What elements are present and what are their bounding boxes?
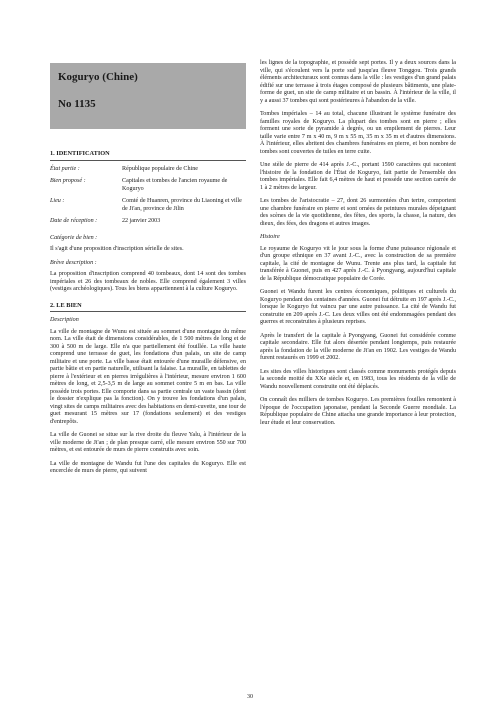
- description-label: Description: [50, 317, 79, 323]
- id-row: [50, 198, 246, 218]
- id-value: Comté de Huanren, province du Liaoning et ville de Ji'an, province de Jilin: [122, 198, 242, 212]
- id-row: [50, 166, 246, 179]
- id-value: République populaire de Chine: [122, 165, 198, 172]
- paragraph: La ville de montagne de Wandu fut l'une des capitales du Koguryo. Elle est encerclée de murs de pierre, qui suivent: [50, 460, 246, 474]
- category-text: Il s'agit d'une proposition d'inscription sérielle de sites.: [50, 246, 184, 252]
- property-title: Koguryo (Chine): [58, 71, 138, 83]
- category-label: Catégorie de bien :: [50, 234, 98, 241]
- paragraph: Les tombes de l'aristocratie – 27, dont 26 surmontées d'un tertre, comportent une chambre funéraire en pierre et sont ornées de peintures murales dépeignant des scènes de la vie quotidienne, des fêtes, des sports, la chasse, la nature, des dieux, des fées, des dragons et autres images.: [260, 198, 456, 227]
- paragraph: La ville de Guonei se situe sur la rive droite du fleuve Yalu, à l'intérieur de la ville moderne de Ji'an ; de plan presque carré, elle mesure environ 550 sur 700 mètres, et est entourée de murs de pierre construits avec soin.: [50, 432, 246, 453]
- id-row: [50, 218, 246, 231]
- paragraph: Après le transfert de la capitale à Pyongyang, Guonei fut considérée comme capitale secondaire. Elle fut alors désertée pendant longtemps, puis restaurée après la fondation de la ville moderne de Ji'an en 1902. Les vestiges de Wandu furent restaurés en 1999 et 2002.: [260, 332, 456, 361]
- left-column: [50, 150, 246, 482]
- id-label: État partie :: [50, 165, 80, 172]
- id-label: Lieu :: [50, 198, 65, 204]
- id-value: 22 janvier 2003: [122, 218, 161, 224]
- id-label: Bien proposé :: [50, 178, 86, 184]
- paragraph: les lignes de la topographie, et possède sept portes. Il y a deux sources dans la ville, qui s'écoulent vers la porte sud jusqu'au fleuve Tonggou. Trois grands éléments architecturaux sont connus dans la ville : les vestiges d'un grand palais édifié sur une terrasse à trois étages composé de plusieurs bâtiments, une plate-forme de guet, un site de camp militaire et un bassin. À l'intérieur de la ville, il y a aussi 37 tombes qui sont postérieures à l'abandon de la ville.: [260, 60, 456, 104]
- paragraph: Une stèle de pierre de 414 après J.-C., portant 1590 caractères qui racontent l'histoire de la fondation de l'État de Koguryo, fait partie de l'ensemble des tombes impériales. Elle fait 6,4 mètres de haut et possède une section carrée de 1 à 2 mètres de largeur.: [260, 162, 456, 191]
- paragraph: Le royaume de Koguryo vit le jour sous la forme d'une puissance régionale et d'un groupe ethnique en 37 avant J.-C., avec la construction de sa première capitale, la cité de montagne de Wunu. Trente ans plus tard, la capitale fut transférée à Guonei, puis en 427 après J.-C. à Pyongyang, aujourd'hui capitale de la République démocratique populaire de Corée.: [260, 245, 456, 282]
- paragraph: Tombes impériales – 14 au total, chacune illustrant le système funéraire des familles royales de Koguryo. La plupart des tombes sont en pierre ; elles forment une sorte de pyramide à degrés, ou un empilement de pierres. Leur taille varie entre 7 m x 40 m, 9 m x 55 m, 35 m x 35 m et d'autres dimensions. À l'intérieur, elles abritent des chambres funéraires en pierre, et bon nombre de tombes sont couvertes de tuiles en terre cuite.: [260, 111, 456, 155]
- id-row: [50, 178, 246, 198]
- title-box: [50, 63, 246, 129]
- brief-description-label: Brève description :: [50, 259, 97, 266]
- right-column: [260, 60, 456, 433]
- property-number: No 1135: [58, 98, 96, 110]
- section-heading-property: 2. LE BIEN: [50, 301, 82, 309]
- paragraph: Les sites des villes historiques sont classés comme monuments protégés depuis la seconde moitié du XXe siècle et, en 1983, tous les résidents de la ville de Wandu nouvellement construite ont été déplacés.: [260, 368, 456, 390]
- section-heading-identification: 1. IDENTIFICATION: [50, 150, 110, 157]
- section-rule: [50, 311, 246, 312]
- paragraph: Guonei et Wandu furent les centres économiques, politiques et culturels du Koguryo pendant des centaines d'années. Guonei fut détruite en 197 après J.-C., lorsque le Koguryo fut vaincu par une autre puissance. La cité de Wandu fut construite en 209 après J.-C. Les deux villes ont été endommagées pendant des guerres et reconstruites à plusieurs reprises.: [260, 289, 456, 325]
- page-number: 30: [247, 694, 253, 700]
- id-value: Capitales et tombes de l'ancien royaume de Koguryo: [122, 178, 228, 192]
- section-rule: [50, 160, 246, 161]
- id-label: Date de réception :: [50, 218, 98, 224]
- paragraph: On connaît des milliers de tombes Koguryo. Les premières fouilles remontent à l'époque de l'occupation japonaise, pendant la Seconde Guerre mondiale. La République populaire de Chine attacha une grande importance à leur protection, leur étude et leur conservation.: [260, 397, 456, 426]
- history-label: Histoire: [260, 234, 280, 240]
- brief-description-text: La proposition d'inscription comprend 40 tombeaux, dont 14 sont des tombes impériales et 26 des tombeaux de nobles. Elle comprend également 3 villes (vestiges archéologiques). Tous les biens appartiennent à la culture Koguryo.: [50, 271, 246, 292]
- identification-table: [50, 166, 246, 231]
- paragraph: La ville de montagne de Wunu est située au sommet d'une montagne du même nom. La ville était de dimensions considérables, de 1 500 mètres de long et de 300 à 500 m de large. Elle n'a que partiellement été fouillée. La ville haute comprend une terrasse de guet, les fondations d'un palais, un site de camp militaire et une porte. La ville basse était entourée d'une muraille défensive, en partie bâtie et en partie naturelle, utilisant la falaise. La muraille, en tablettes de pierre à l'extérieur et en pierres irrégulières à l'intérieur, mesure environ 1 600 mètres de long, et 2,5-3,5 m de large au sommet contre 5 m en bas. La ville possède trois portes. Elle comporte dans sa partie centrale un vaste bassin (dont le dossier n'explique pas la fonction). On y trouve les fondations d'un palais, vingt sites de camps militaires avec des habitations en demi-cuvette, une tour de guet mesurant 15 mètres sur 17 (fondations seulement) et des vestiges d'entrepôts.: [50, 328, 246, 425]
